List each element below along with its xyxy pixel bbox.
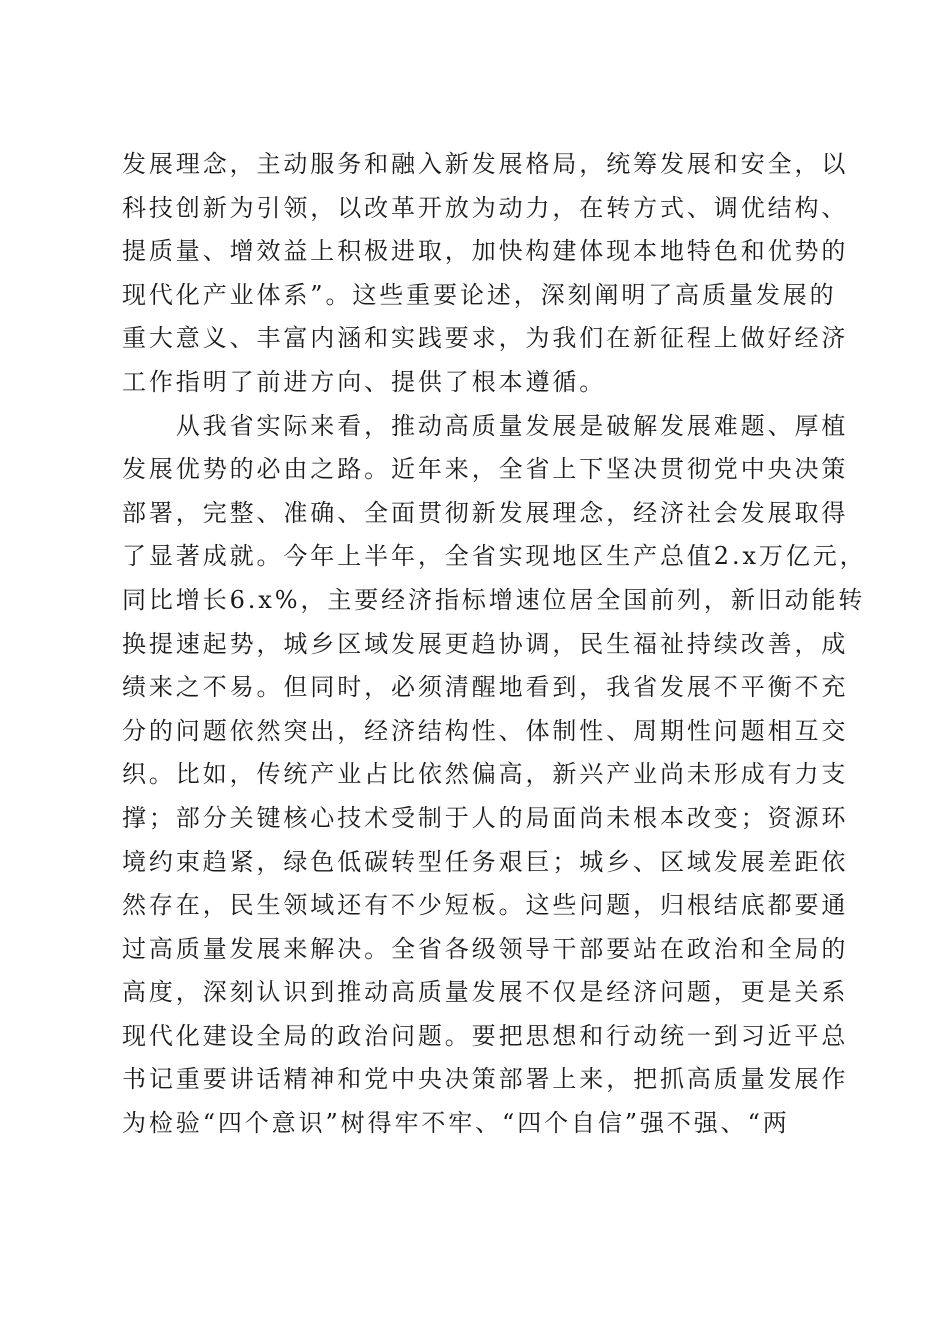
text-line: 高度，深刻认识到推动高质量发展不仅是经济问题，更是关系: [122, 978, 849, 1007]
text-line: 同比增长6.x%，主要经济指标增速位居全国前列，新旧动能转: [122, 585, 866, 614]
text-line: 为检验“四个意识”树得牢不牢、“四个自信”强不强、“两: [122, 1109, 790, 1138]
text-line: 现代化建设全局的政治问题。要把思想和行动统一到习近平总: [122, 1021, 849, 1050]
text-line: 换提速起势，城乡区域发展更趋协调，民生福祉持续改善，成: [122, 629, 849, 658]
text-line: 撑；部分关键核心技术受制于人的局面尚未根本改变；资源环: [122, 803, 849, 832]
text-line: 工作指明了前进方向、提供了根本遵循。: [122, 367, 607, 396]
text-line: 然存在，民生领域还有不少短板。这些问题，归根结底都要通: [122, 891, 849, 920]
text-line: 分的问题依然突出，经济结构性、体制性、周期性问题相互交: [122, 716, 849, 745]
body-text: [122, 143, 867, 1146]
paragraph-2: [122, 405, 867, 1146]
text-line: 发展理念，主动服务和融入新发展格局，统筹发展和安全，以: [122, 150, 849, 178]
text-line: 部署，完整、准确、全面贯彻新发展理念，经济社会发展取得: [122, 498, 849, 527]
text-line: 过高质量发展来解决。全省各级领导干部要站在政治和全局的: [122, 934, 849, 963]
text-line: 科技创新为引领，以改革开放为动力，在转方式、调优结构、: [122, 193, 849, 222]
text-line: 境约束趋紧，绿色低碳转型任务艰巨；城乡、区域发展差距依: [122, 847, 849, 876]
text-line: 提质量、增效益上积极进取，加快构建体现本地特色和优势的: [122, 237, 849, 266]
text-line: 发展优势的必由之路。近年来，全省上下坚决贯彻党中央决策: [122, 455, 849, 484]
text-line: 重大意义、丰富内涵和实践要求，为我们在新征程上做好经济: [122, 324, 849, 353]
text-line: 书记重要讲话精神和党中央决策部署上来，把抓高质量发展作: [122, 1065, 849, 1094]
text-line: 织。比如，传统产业占比依然偏高，新兴产业尚未形成有力支: [122, 760, 849, 789]
text-line: 现代化产业体系”。这些重要论述，深刻阐明了高质量发展的: [122, 280, 837, 309]
text-line: 从我省实际来看，推动高质量发展是破解发展难题、厚植: [122, 411, 849, 440]
text-line: 了显著成就。今年上半年，全省实现地区生产总值2.x万亿元，: [122, 542, 867, 571]
text-line: 绩来之不易。但同时，必须清醒地看到，我省发展不平衡不充: [122, 673, 849, 702]
paragraph-1: [122, 143, 849, 405]
